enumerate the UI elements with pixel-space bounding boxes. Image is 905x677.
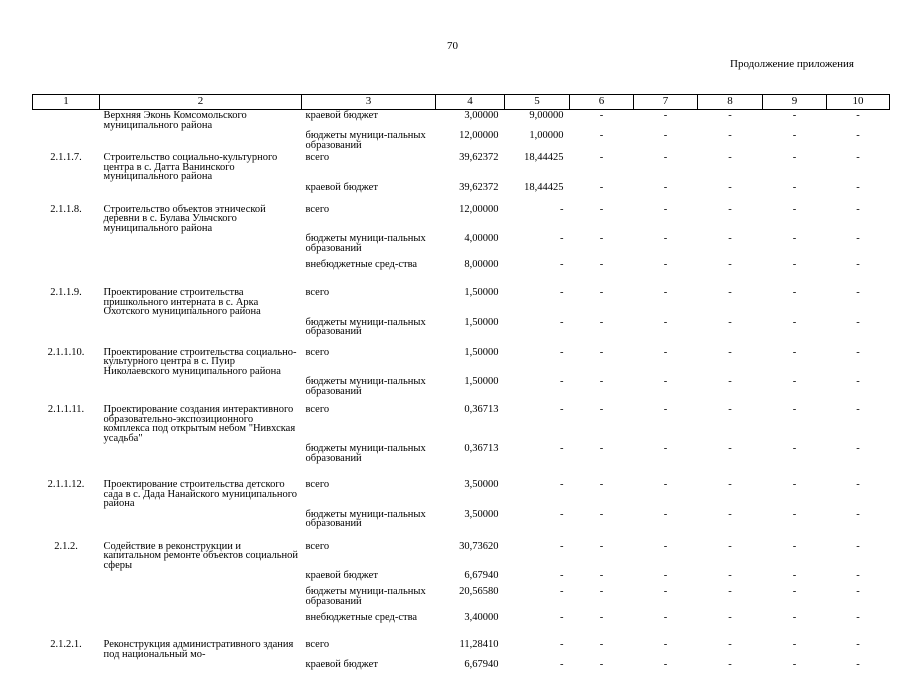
row-number [33,612,100,637]
row-number: 2.1.1.9. [33,285,100,317]
table-row [33,570,890,586]
value-col10: - [827,477,890,509]
value-col5: - [505,539,570,571]
value-col7: - [634,182,698,202]
value-col5: 9,00000 [505,110,570,131]
table-row [33,317,890,345]
value-col6: - [570,539,634,571]
value-col6: - [570,570,634,586]
table-row [33,637,890,659]
row-name [100,130,302,150]
table-body [33,110,890,677]
value-col9: - [763,345,827,377]
row-name [100,376,302,402]
value-col7: - [634,443,698,477]
funding-source: бюджеты муници-пальных образований [302,443,436,477]
value-col4: 39,62372 [436,150,505,182]
funding-source: бюджеты муници-пальных образований [302,586,436,612]
value-col6: - [570,509,634,539]
value-col5: - [505,345,570,377]
value-col4: 3,40000 [436,612,505,637]
value-col10: - [827,612,890,637]
value-col10: - [827,317,890,345]
value-col6: - [570,477,634,509]
value-col10: - [827,202,890,234]
value-col10: - [827,659,890,677]
row-number [33,443,100,477]
row-name [100,586,302,612]
row-number: 2.1.1.11. [33,402,100,443]
value-col6: - [570,285,634,317]
funding-source: бюджеты муници-пальных образований [302,130,436,150]
col-header: 4 [436,95,505,110]
value-col10: - [827,345,890,377]
value-col7: - [634,259,698,285]
value-col5: - [505,233,570,259]
value-col9: - [763,402,827,443]
row-number [33,509,100,539]
table-row [33,233,890,259]
value-col10: - [827,150,890,182]
value-col7: - [634,570,698,586]
row-name [100,612,302,637]
col-header: 8 [698,95,763,110]
row-number [33,130,100,150]
row-number: 2.1.1.10. [33,345,100,377]
value-col8: - [698,182,763,202]
value-col8: - [698,376,763,402]
table-row [33,130,890,150]
value-col7: - [634,202,698,234]
value-col10: - [827,586,890,612]
value-col9: - [763,110,827,131]
col-header: 6 [570,95,634,110]
value-col6: - [570,376,634,402]
row-number: 2.1.1.12. [33,477,100,509]
header-row [33,95,890,110]
funding-source: краевой бюджет [302,110,436,131]
value-col10: - [827,376,890,402]
value-col6: - [570,150,634,182]
value-col9: - [763,233,827,259]
row-name [100,443,302,477]
funding-source: краевой бюджет [302,182,436,202]
value-col9: - [763,509,827,539]
col-header: 5 [505,95,570,110]
row-number [33,317,100,345]
row-name: Проектирование строительства социально-культурного центра в с. Пуир Николаевского муниципального района [100,345,302,377]
row-name: Строительство социально-культурного центра в с. Датта Ванинского муниципального района [100,150,302,182]
value-col9: - [763,202,827,234]
value-col4: 3,50000 [436,477,505,509]
value-col5: - [505,637,570,659]
value-col6: - [570,402,634,443]
value-col5: - [505,586,570,612]
value-col4: 1,50000 [436,345,505,377]
value-col7: - [634,233,698,259]
value-col10: - [827,509,890,539]
appendix-table [32,94,890,677]
value-col9: - [763,570,827,586]
value-col7: - [634,539,698,571]
value-col5: - [505,509,570,539]
value-col7: - [634,612,698,637]
funding-source: краевой бюджет [302,570,436,586]
value-col8: - [698,110,763,131]
value-col9: - [763,285,827,317]
value-col4: 12,00000 [436,202,505,234]
value-col9: - [763,659,827,677]
value-col4: 11,28410 [436,637,505,659]
value-col5: 18,44425 [505,150,570,182]
funding-source: всего [302,477,436,509]
funding-source: бюджеты муници-пальных образований [302,233,436,259]
value-col4: 3,00000 [436,110,505,131]
value-col9: - [763,130,827,150]
value-col5: - [505,259,570,285]
table-row [33,150,890,182]
value-col5: - [505,477,570,509]
value-col8: - [698,586,763,612]
value-col4: 20,56580 [436,586,505,612]
value-col9: - [763,612,827,637]
value-col10: - [827,637,890,659]
value-col8: - [698,317,763,345]
value-col7: - [634,477,698,509]
value-col5: 1,00000 [505,130,570,150]
row-number [33,233,100,259]
col-header: 2 [100,95,302,110]
row-name: Верхняя Эконь Комсомольского муниципального района [100,110,302,131]
row-name: Содействие в реконструкции и капитальном ремонте объектов социальной сферы [100,539,302,571]
row-number [33,570,100,586]
value-col7: - [634,110,698,131]
value-col6: - [570,612,634,637]
value-col10: - [827,259,890,285]
row-number [33,259,100,285]
value-col5: - [505,659,570,677]
value-col7: - [634,637,698,659]
value-col6: - [570,259,634,285]
value-col7: - [634,509,698,539]
value-col8: - [698,509,763,539]
value-col4: 30,73620 [436,539,505,571]
table-row [33,612,890,637]
value-col6: - [570,659,634,677]
value-col7: - [634,285,698,317]
value-col8: - [698,477,763,509]
value-col10: - [827,285,890,317]
value-col7: - [634,659,698,677]
funding-source: всего [302,150,436,182]
funding-source: бюджеты муници-пальных образований [302,376,436,402]
value-col5: - [505,570,570,586]
value-col4: 1,50000 [436,285,505,317]
value-col10: - [827,539,890,571]
funding-source: внебюджетные сред-ства [302,612,436,637]
funding-source: всего [302,539,436,571]
value-col8: - [698,345,763,377]
value-col8: - [698,659,763,677]
value-col8: - [698,570,763,586]
value-col8: - [698,402,763,443]
col-header: 10 [827,95,890,110]
value-col4: 3,50000 [436,509,505,539]
funding-source: бюджеты муници-пальных образований [302,509,436,539]
value-col8: - [698,443,763,477]
value-col6: - [570,637,634,659]
value-col5: - [505,402,570,443]
value-col6: - [570,202,634,234]
funding-source: всего [302,345,436,377]
table-row [33,202,890,234]
row-name: Проектирование создания интерактивного образовательно-экспозиционного комплекса под открытым небом "Нивхская усадьба" [100,402,302,443]
value-col8: - [698,285,763,317]
row-number [33,376,100,402]
funding-source: краевой бюджет [302,659,436,677]
row-number [33,659,100,677]
value-col4: 4,00000 [436,233,505,259]
value-col8: - [698,150,763,182]
row-name [100,317,302,345]
value-col4: 6,67940 [436,659,505,677]
value-col8: - [698,202,763,234]
row-name [100,259,302,285]
value-col6: - [570,345,634,377]
value-col6: - [570,110,634,131]
row-name: Реконструкция административного здания под национальный мо- [100,637,302,659]
value-col4: 1,50000 [436,317,505,345]
row-name [100,570,302,586]
value-col8: - [698,130,763,150]
value-col7: - [634,586,698,612]
row-number: 2.1.1.8. [33,202,100,234]
value-col6: - [570,182,634,202]
value-col7: - [634,130,698,150]
value-col7: - [634,345,698,377]
value-col6: - [570,317,634,345]
value-col9: - [763,443,827,477]
value-col10: - [827,570,890,586]
value-col4: 0,36713 [436,443,505,477]
value-col8: - [698,539,763,571]
table-row [33,376,890,402]
value-col7: - [634,317,698,345]
value-col8: - [698,612,763,637]
value-col9: - [763,259,827,285]
value-col5: - [505,612,570,637]
table-row [33,259,890,285]
row-number: 2.1.2.1. [33,637,100,659]
funding-source: всего [302,637,436,659]
funding-source: всего [302,402,436,443]
value-col10: - [827,402,890,443]
value-col5: - [505,376,570,402]
table-row [33,509,890,539]
table-row [33,345,890,377]
funding-source: всего [302,285,436,317]
value-col7: - [634,150,698,182]
value-col9: - [763,182,827,202]
row-name [100,182,302,202]
value-col4: 6,67940 [436,570,505,586]
funding-source: всего [302,202,436,234]
row-name: Проектирование строительства пришкольного интерната в с. Арка Охотского муниципального района [100,285,302,317]
table-row [33,110,890,131]
value-col10: - [827,110,890,131]
value-col9: - [763,586,827,612]
col-header: 7 [634,95,698,110]
row-name [100,659,302,677]
value-col5: - [505,285,570,317]
funding-source: бюджеты муници-пальных образований [302,317,436,345]
value-col7: - [634,402,698,443]
value-col8: - [698,233,763,259]
value-col9: - [763,637,827,659]
value-col5: 18,44425 [505,182,570,202]
value-col9: - [763,317,827,345]
value-col7: - [634,376,698,402]
value-col10: - [827,233,890,259]
page-number: 70 [0,40,905,52]
value-col4: 8,00000 [436,259,505,285]
col-header: 1 [33,95,100,110]
value-col4: 12,00000 [436,130,505,150]
table-row [33,182,890,202]
value-col8: - [698,259,763,285]
table-row [33,586,890,612]
value-col6: - [570,130,634,150]
value-col6: - [570,233,634,259]
value-col6: - [570,586,634,612]
value-col6: - [570,443,634,477]
value-col4: 1,50000 [436,376,505,402]
value-col9: - [763,150,827,182]
row-number [33,182,100,202]
value-col9: - [763,539,827,571]
row-name [100,509,302,539]
value-col10: - [827,443,890,477]
value-col10: - [827,182,890,202]
value-col10: - [827,130,890,150]
row-name: Строительство объектов этнической деревни в с. Булава Ульчского муниципального района [100,202,302,234]
value-col5: - [505,317,570,345]
value-col5: - [505,443,570,477]
table-row [33,402,890,443]
row-name: Проектирование строительства детского сада в с. Дада Нанайского муниципального района [100,477,302,509]
table-row [33,443,890,477]
row-number [33,110,100,131]
row-name [100,233,302,259]
table-row [33,477,890,509]
row-number: 2.1.1.7. [33,150,100,182]
value-col4: 0,36713 [436,402,505,443]
value-col9: - [763,376,827,402]
col-header: 9 [763,95,827,110]
value-col4: 39,62372 [436,182,505,202]
funding-source: внебюджетные сред-ства [302,259,436,285]
table-row [33,539,890,571]
table-row [33,659,890,677]
col-header: 3 [302,95,436,110]
value-col9: - [763,477,827,509]
value-col5: - [505,202,570,234]
row-number: 2.1.2. [33,539,100,571]
value-col8: - [698,637,763,659]
continuation-label: Продолжение приложения [730,58,854,70]
table-row [33,285,890,317]
row-number [33,586,100,612]
